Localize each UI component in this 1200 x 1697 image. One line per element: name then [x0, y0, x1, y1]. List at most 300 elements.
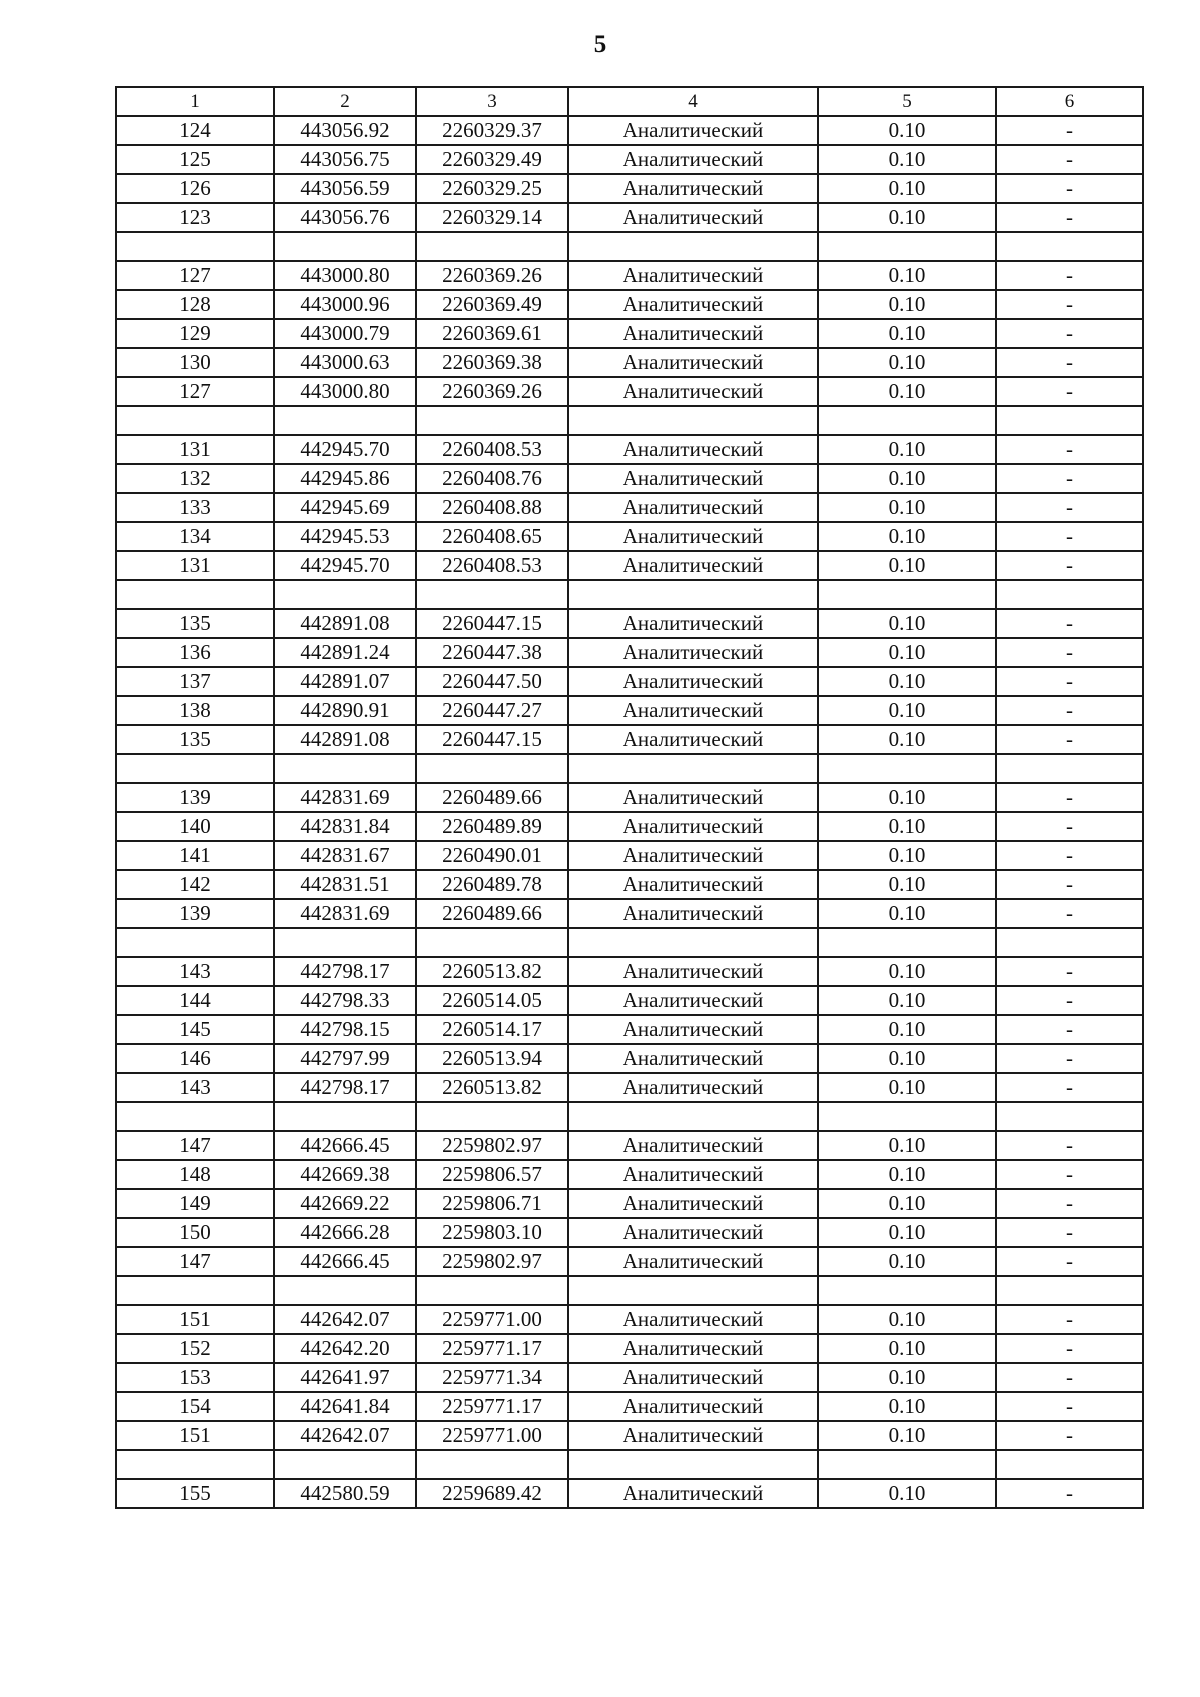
note-cell — [996, 1102, 1143, 1131]
accuracy-cell: 0.10 — [818, 1218, 996, 1247]
accuracy-cell: 0.10 — [818, 638, 996, 667]
method-cell: Аналитический — [568, 1334, 818, 1363]
separator-row — [116, 406, 1143, 435]
method-cell — [568, 406, 818, 435]
accuracy-cell: 0.10 — [818, 783, 996, 812]
point-number-cell: 153 — [116, 1363, 274, 1392]
x-coordinate-cell: 442666.45 — [274, 1247, 416, 1276]
accuracy-cell: 0.10 — [818, 435, 996, 464]
point-number-cell: 132 — [116, 464, 274, 493]
y-coordinate-cell: 2259806.71 — [416, 1189, 568, 1218]
table-row — [116, 203, 1143, 232]
y-coordinate-cell: 2260369.26 — [416, 261, 568, 290]
y-coordinate-cell: 2260408.53 — [416, 435, 568, 464]
x-coordinate-cell: 442641.97 — [274, 1363, 416, 1392]
y-coordinate-cell: 2260447.27 — [416, 696, 568, 725]
y-coordinate-cell: 2260408.65 — [416, 522, 568, 551]
coordinates-table — [115, 86, 1144, 1509]
note-cell: - — [996, 551, 1143, 580]
accuracy-cell: 0.10 — [818, 1015, 996, 1044]
x-coordinate-cell: 442666.28 — [274, 1218, 416, 1247]
accuracy-cell: 0.10 — [818, 609, 996, 638]
method-cell: Аналитический — [568, 841, 818, 870]
table-row — [116, 1363, 1143, 1392]
method-cell: Аналитический — [568, 290, 818, 319]
point-number-cell: 151 — [116, 1305, 274, 1334]
method-cell: Аналитический — [568, 1421, 818, 1450]
table-row — [116, 870, 1143, 899]
y-coordinate-cell: 2260447.50 — [416, 667, 568, 696]
method-cell: Аналитический — [568, 1073, 818, 1102]
y-coordinate-cell: 2259771.17 — [416, 1334, 568, 1363]
point-number-cell — [116, 1102, 274, 1131]
table-row — [116, 1218, 1143, 1247]
point-number-cell: 152 — [116, 1334, 274, 1363]
separator-row — [116, 928, 1143, 957]
note-cell: - — [996, 638, 1143, 667]
method-cell: Аналитический — [568, 1160, 818, 1189]
method-cell: Аналитический — [568, 725, 818, 754]
x-coordinate-cell — [274, 580, 416, 609]
x-coordinate-cell: 442891.08 — [274, 725, 416, 754]
point-number-cell: 133 — [116, 493, 274, 522]
y-coordinate-cell: 2259771.34 — [416, 1363, 568, 1392]
y-coordinate-cell: 2260408.76 — [416, 464, 568, 493]
point-number-cell: 143 — [116, 1073, 274, 1102]
note-cell — [996, 406, 1143, 435]
table-row — [116, 638, 1143, 667]
method-cell: Аналитический — [568, 522, 818, 551]
method-cell: Аналитический — [568, 261, 818, 290]
accuracy-cell: 0.10 — [818, 1334, 996, 1363]
x-coordinate-cell — [274, 928, 416, 957]
x-coordinate-cell: 443000.79 — [274, 319, 416, 348]
note-cell: - — [996, 1334, 1143, 1363]
y-coordinate-cell: 2259689.42 — [416, 1479, 568, 1508]
table-row — [116, 174, 1143, 203]
point-number-cell: 149 — [116, 1189, 274, 1218]
accuracy-cell: 0.10 — [818, 1044, 996, 1073]
method-cell: Аналитический — [568, 174, 818, 203]
x-coordinate-cell: 442891.08 — [274, 609, 416, 638]
x-coordinate-cell: 442831.51 — [274, 870, 416, 899]
y-coordinate-cell: 2260329.49 — [416, 145, 568, 174]
method-cell — [568, 754, 818, 783]
table-row — [116, 609, 1143, 638]
method-cell: Аналитический — [568, 870, 818, 899]
method-cell — [568, 928, 818, 957]
x-coordinate-cell: 443000.96 — [274, 290, 416, 319]
point-number-cell: 155 — [116, 1479, 274, 1508]
method-cell — [568, 232, 818, 261]
y-coordinate-cell: 2259802.97 — [416, 1247, 568, 1276]
table-row — [116, 1247, 1143, 1276]
point-number-cell: 147 — [116, 1247, 274, 1276]
accuracy-cell: 0.10 — [818, 667, 996, 696]
separator-row — [116, 1450, 1143, 1479]
y-coordinate-cell: 2260329.14 — [416, 203, 568, 232]
note-cell: - — [996, 1189, 1143, 1218]
note-cell: - — [996, 116, 1143, 145]
point-number-cell: 140 — [116, 812, 274, 841]
x-coordinate-cell: 442642.20 — [274, 1334, 416, 1363]
table-body — [116, 87, 1143, 1508]
table-row — [116, 783, 1143, 812]
note-cell — [996, 754, 1143, 783]
accuracy-cell: 0.10 — [818, 1189, 996, 1218]
method-cell: Аналитический — [568, 319, 818, 348]
note-cell: - — [996, 1479, 1143, 1508]
y-coordinate-cell: 2260329.37 — [416, 116, 568, 145]
note-cell: - — [996, 1247, 1143, 1276]
method-cell — [568, 1102, 818, 1131]
accuracy-cell: 0.10 — [818, 957, 996, 986]
method-cell: Аналитический — [568, 696, 818, 725]
method-cell — [568, 1276, 818, 1305]
y-coordinate-cell: 2260513.82 — [416, 957, 568, 986]
accuracy-cell: 0.10 — [818, 1363, 996, 1392]
point-number-cell: 124 — [116, 116, 274, 145]
method-cell: Аналитический — [568, 116, 818, 145]
y-coordinate-cell: 2260447.15 — [416, 725, 568, 754]
table-row — [116, 986, 1143, 1015]
note-cell: - — [996, 1392, 1143, 1421]
method-cell: Аналитический — [568, 1247, 818, 1276]
table-row — [116, 1131, 1143, 1160]
note-cell: - — [996, 377, 1143, 406]
x-coordinate-cell: 443000.80 — [274, 377, 416, 406]
table-row — [116, 667, 1143, 696]
point-number-cell: 131 — [116, 551, 274, 580]
accuracy-cell — [818, 1102, 996, 1131]
x-coordinate-cell: 442831.67 — [274, 841, 416, 870]
note-cell: - — [996, 1015, 1143, 1044]
table-row — [116, 1015, 1143, 1044]
point-number-cell: 143 — [116, 957, 274, 986]
accuracy-cell: 0.10 — [818, 319, 996, 348]
x-coordinate-cell — [274, 406, 416, 435]
y-coordinate-cell: 2260408.53 — [416, 551, 568, 580]
point-number-cell — [116, 406, 274, 435]
note-cell: - — [996, 1218, 1143, 1247]
note-cell: - — [996, 493, 1143, 522]
x-coordinate-cell: 442642.07 — [274, 1421, 416, 1450]
note-cell: - — [996, 174, 1143, 203]
table-row — [116, 435, 1143, 464]
separator-row — [116, 1102, 1143, 1131]
table-row — [116, 116, 1143, 145]
table-row — [116, 957, 1143, 986]
y-coordinate-cell — [416, 1276, 568, 1305]
table-row — [116, 464, 1143, 493]
y-coordinate-cell — [416, 1450, 568, 1479]
method-cell — [568, 580, 818, 609]
y-coordinate-cell: 2259771.00 — [416, 1305, 568, 1334]
y-coordinate-cell: 2259806.57 — [416, 1160, 568, 1189]
y-coordinate-cell: 2260447.38 — [416, 638, 568, 667]
method-cell: Аналитический — [568, 145, 818, 174]
note-cell: - — [996, 899, 1143, 928]
table-row — [116, 841, 1143, 870]
method-cell: Аналитический — [568, 1218, 818, 1247]
note-cell: - — [996, 725, 1143, 754]
y-coordinate-cell: 2260513.82 — [416, 1073, 568, 1102]
note-cell: - — [996, 957, 1143, 986]
point-number-cell — [116, 1450, 274, 1479]
method-cell: Аналитический — [568, 348, 818, 377]
x-coordinate-cell — [274, 1102, 416, 1131]
accuracy-cell — [818, 1276, 996, 1305]
table-row — [116, 290, 1143, 319]
y-coordinate-cell: 2260514.17 — [416, 1015, 568, 1044]
note-cell — [996, 580, 1143, 609]
method-cell: Аналитический — [568, 377, 818, 406]
point-number-cell — [116, 928, 274, 957]
column-header: 5 — [818, 87, 996, 116]
point-number-cell: 123 — [116, 203, 274, 232]
note-cell: - — [996, 1160, 1143, 1189]
accuracy-cell: 0.10 — [818, 522, 996, 551]
accuracy-cell: 0.10 — [818, 725, 996, 754]
accuracy-cell: 0.10 — [818, 348, 996, 377]
page-number: 5 — [593, 31, 607, 58]
note-cell: - — [996, 870, 1143, 899]
method-cell: Аналитический — [568, 783, 818, 812]
method-cell: Аналитический — [568, 551, 818, 580]
table-row — [116, 696, 1143, 725]
method-cell: Аналитический — [568, 812, 818, 841]
method-cell: Аналитический — [568, 1131, 818, 1160]
y-coordinate-cell: 2260513.94 — [416, 1044, 568, 1073]
table-row — [116, 1160, 1143, 1189]
point-number-cell: 134 — [116, 522, 274, 551]
note-cell: - — [996, 1073, 1143, 1102]
accuracy-cell — [818, 754, 996, 783]
method-cell: Аналитический — [568, 464, 818, 493]
note-cell: - — [996, 1363, 1143, 1392]
column-header: 2 — [274, 87, 416, 116]
accuracy-cell — [818, 232, 996, 261]
table-row — [116, 522, 1143, 551]
x-coordinate-cell: 442945.53 — [274, 522, 416, 551]
method-cell: Аналитический — [568, 1044, 818, 1073]
accuracy-cell: 0.10 — [818, 986, 996, 1015]
accuracy-cell: 0.10 — [818, 1073, 996, 1102]
table-row — [116, 1479, 1143, 1508]
table-row — [116, 145, 1143, 174]
x-coordinate-cell: 442831.69 — [274, 783, 416, 812]
x-coordinate-cell: 442890.91 — [274, 696, 416, 725]
point-number-cell: 139 — [116, 783, 274, 812]
x-coordinate-cell — [274, 754, 416, 783]
accuracy-cell: 0.10 — [818, 899, 996, 928]
y-coordinate-cell: 2260369.26 — [416, 377, 568, 406]
x-coordinate-cell: 442945.69 — [274, 493, 416, 522]
separator-row — [116, 232, 1143, 261]
accuracy-cell: 0.10 — [818, 870, 996, 899]
table-row — [116, 812, 1143, 841]
y-coordinate-cell: 2259771.00 — [416, 1421, 568, 1450]
y-coordinate-cell: 2260408.88 — [416, 493, 568, 522]
accuracy-cell: 0.10 — [818, 841, 996, 870]
y-coordinate-cell: 2260369.49 — [416, 290, 568, 319]
point-number-cell: 128 — [116, 290, 274, 319]
point-number-cell: 129 — [116, 319, 274, 348]
note-cell: - — [996, 319, 1143, 348]
method-cell: Аналитический — [568, 1305, 818, 1334]
separator-row — [116, 580, 1143, 609]
accuracy-cell: 0.10 — [818, 1247, 996, 1276]
separator-row — [116, 754, 1143, 783]
accuracy-cell: 0.10 — [818, 261, 996, 290]
x-coordinate-cell: 442797.99 — [274, 1044, 416, 1073]
table-row — [116, 348, 1143, 377]
note-cell: - — [996, 261, 1143, 290]
accuracy-cell: 0.10 — [818, 116, 996, 145]
column-header: 4 — [568, 87, 818, 116]
point-number-cell: 138 — [116, 696, 274, 725]
x-coordinate-cell: 442831.84 — [274, 812, 416, 841]
method-cell: Аналитический — [568, 667, 818, 696]
x-coordinate-cell — [274, 1450, 416, 1479]
x-coordinate-cell: 442831.69 — [274, 899, 416, 928]
note-cell: - — [996, 348, 1143, 377]
table-header-row — [116, 87, 1143, 116]
table-row — [116, 1334, 1143, 1363]
note-cell: - — [996, 1421, 1143, 1450]
y-coordinate-cell: 2259802.97 — [416, 1131, 568, 1160]
note-cell: - — [996, 145, 1143, 174]
accuracy-cell: 0.10 — [818, 174, 996, 203]
note-cell: - — [996, 986, 1143, 1015]
note-cell: - — [996, 464, 1143, 493]
note-cell: - — [996, 696, 1143, 725]
accuracy-cell: 0.10 — [818, 145, 996, 174]
y-coordinate-cell — [416, 928, 568, 957]
table-row — [116, 1421, 1143, 1450]
x-coordinate-cell — [274, 232, 416, 261]
y-coordinate-cell — [416, 580, 568, 609]
point-number-cell — [116, 1276, 274, 1305]
x-coordinate-cell: 442669.22 — [274, 1189, 416, 1218]
accuracy-cell: 0.10 — [818, 1479, 996, 1508]
note-cell: - — [996, 1131, 1143, 1160]
note-cell: - — [996, 522, 1143, 551]
point-number-cell: 150 — [116, 1218, 274, 1247]
method-cell: Аналитический — [568, 1392, 818, 1421]
point-number-cell: 135 — [116, 725, 274, 754]
y-coordinate-cell: 2260489.89 — [416, 812, 568, 841]
y-coordinate-cell: 2260329.25 — [416, 174, 568, 203]
y-coordinate-cell: 2260489.78 — [416, 870, 568, 899]
x-coordinate-cell: 443000.80 — [274, 261, 416, 290]
y-coordinate-cell: 2260489.66 — [416, 899, 568, 928]
y-coordinate-cell — [416, 1102, 568, 1131]
x-coordinate-cell: 442945.70 — [274, 551, 416, 580]
method-cell: Аналитический — [568, 435, 818, 464]
note-cell — [996, 1276, 1143, 1305]
accuracy-cell: 0.10 — [818, 696, 996, 725]
method-cell: Аналитический — [568, 1189, 818, 1218]
accuracy-cell — [818, 406, 996, 435]
table-row — [116, 725, 1143, 754]
point-number-cell: 125 — [116, 145, 274, 174]
column-header: 3 — [416, 87, 568, 116]
table-row — [116, 1044, 1143, 1073]
note-cell: - — [996, 290, 1143, 319]
table-row — [116, 899, 1143, 928]
point-number-cell: 130 — [116, 348, 274, 377]
x-coordinate-cell: 442669.38 — [274, 1160, 416, 1189]
y-coordinate-cell — [416, 754, 568, 783]
note-cell: - — [996, 203, 1143, 232]
accuracy-cell: 0.10 — [818, 1131, 996, 1160]
note-cell — [996, 232, 1143, 261]
method-cell: Аналитический — [568, 1363, 818, 1392]
note-cell: - — [996, 609, 1143, 638]
accuracy-cell: 0.10 — [818, 1160, 996, 1189]
table-row — [116, 1305, 1143, 1334]
note-cell: - — [996, 812, 1143, 841]
y-coordinate-cell: 2260490.01 — [416, 841, 568, 870]
y-coordinate-cell: 2260489.66 — [416, 783, 568, 812]
x-coordinate-cell: 442798.17 — [274, 1073, 416, 1102]
method-cell: Аналитический — [568, 957, 818, 986]
y-coordinate-cell: 2260447.15 — [416, 609, 568, 638]
point-number-cell: 145 — [116, 1015, 274, 1044]
accuracy-cell — [818, 580, 996, 609]
y-coordinate-cell — [416, 232, 568, 261]
column-header: 1 — [116, 87, 274, 116]
x-coordinate-cell: 442798.17 — [274, 957, 416, 986]
accuracy-cell: 0.10 — [818, 493, 996, 522]
table-row — [116, 493, 1143, 522]
accuracy-cell: 0.10 — [818, 812, 996, 841]
point-number-cell: 126 — [116, 174, 274, 203]
x-coordinate-cell — [274, 1276, 416, 1305]
point-number-cell: 136 — [116, 638, 274, 667]
y-coordinate-cell: 2259803.10 — [416, 1218, 568, 1247]
table-row — [116, 377, 1143, 406]
method-cell: Аналитический — [568, 493, 818, 522]
point-number-cell: 131 — [116, 435, 274, 464]
x-coordinate-cell: 442580.59 — [274, 1479, 416, 1508]
point-number-cell: 141 — [116, 841, 274, 870]
note-cell: - — [996, 1044, 1143, 1073]
note-cell: - — [996, 783, 1143, 812]
table-row — [116, 319, 1143, 348]
table-row — [116, 1073, 1143, 1102]
accuracy-cell — [818, 928, 996, 957]
note-cell — [996, 928, 1143, 957]
point-number-cell: 146 — [116, 1044, 274, 1073]
method-cell: Аналитический — [568, 609, 818, 638]
point-number-cell: 144 — [116, 986, 274, 1015]
x-coordinate-cell: 442642.07 — [274, 1305, 416, 1334]
x-coordinate-cell: 442798.15 — [274, 1015, 416, 1044]
point-number-cell — [116, 232, 274, 261]
point-number-cell: 139 — [116, 899, 274, 928]
separator-row — [116, 1276, 1143, 1305]
y-coordinate-cell: 2260369.61 — [416, 319, 568, 348]
x-coordinate-cell: 443056.75 — [274, 145, 416, 174]
x-coordinate-cell: 443056.76 — [274, 203, 416, 232]
point-number-cell — [116, 754, 274, 783]
method-cell: Аналитический — [568, 1479, 818, 1508]
x-coordinate-cell: 443000.63 — [274, 348, 416, 377]
y-coordinate-cell — [416, 406, 568, 435]
y-coordinate-cell: 2260514.05 — [416, 986, 568, 1015]
